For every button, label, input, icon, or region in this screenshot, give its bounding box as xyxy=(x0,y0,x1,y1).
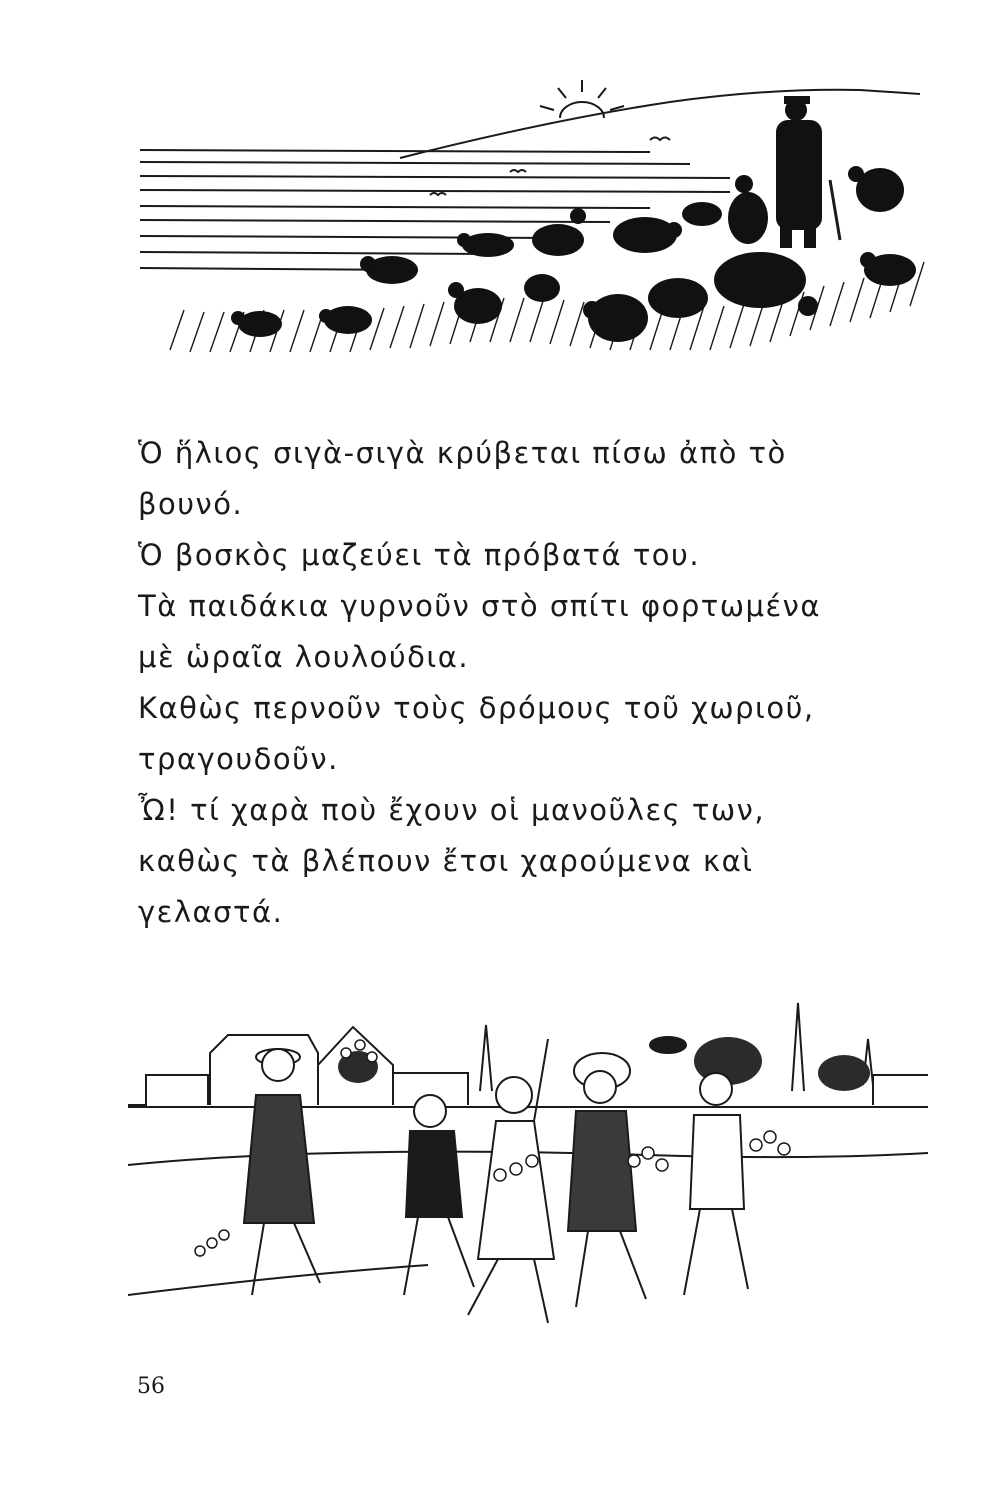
text-line: Ὁ ἥλιος σιγὰ-σιγὰ κρύβεται πίσω ἀπὸ τὸ xyxy=(138,436,787,470)
text-line: Καθὼς περνοῦν τοὺς δρόμους τοῦ χωριοῦ, xyxy=(138,691,815,725)
text-line: γελαστά. xyxy=(138,895,284,929)
page-number: 56 xyxy=(137,1374,165,1399)
shepherd-flock-illustration xyxy=(130,80,942,380)
text-line: καθὼς τὰ βλέπουν ἔτσι χαρούμενα καὶ xyxy=(138,844,754,878)
text-line: Ὁ βοσκὸς μαζεύει τὰ πρόβατά του. xyxy=(138,538,701,572)
text-line: μὲ ὡραῖα λουλούδια. xyxy=(138,640,470,674)
text-line: Τὰ παιδάκια γυρνοῦν στὸ σπίτι φορτωμένα xyxy=(138,589,821,623)
text-line: Ὦ! τί χαρὰ ποὺ ἔχουν οἱ μανοῦλες των, xyxy=(138,793,766,827)
children-with-flowers-illustration xyxy=(128,995,928,1395)
text-line: τραγουδοῦν. xyxy=(138,742,339,776)
text-line: βουνό. xyxy=(138,487,244,521)
lesson-text xyxy=(138,428,928,938)
